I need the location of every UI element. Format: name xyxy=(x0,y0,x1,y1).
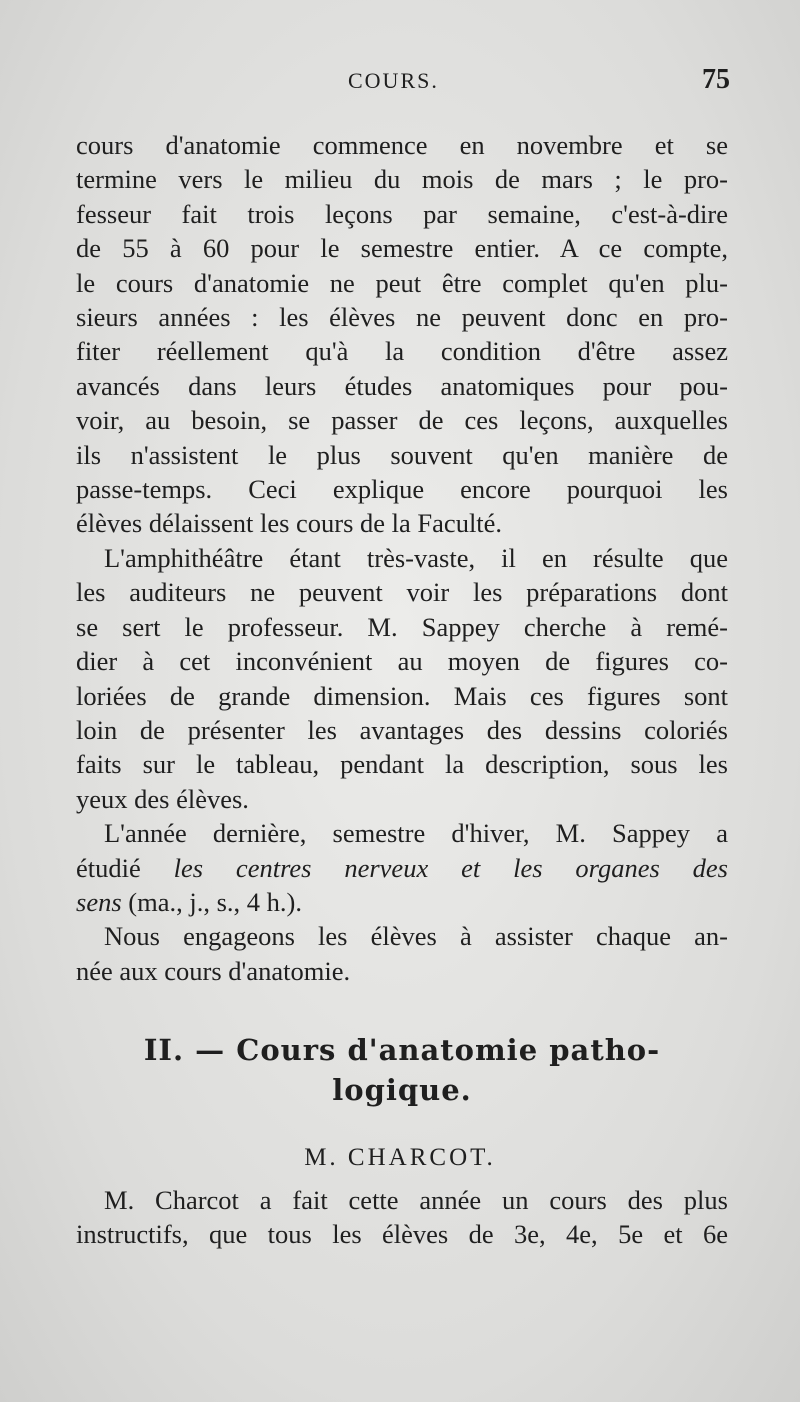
text-line: le cours d'anatomie ne peut être complet qu'en plu- xyxy=(76,267,728,298)
text-line: se sert le professeur. M. Sappey cherche à remé- xyxy=(76,611,728,642)
text-line: L'amphithéâtre étant très-vaste, il en résulte que xyxy=(104,542,728,573)
italic-text: sens xyxy=(76,886,122,917)
text-line: yeux des élèves. xyxy=(76,783,249,814)
italic-text: les centres nerveux et les organes des xyxy=(173,852,728,883)
text-line xyxy=(76,885,728,919)
roman-text: étudié xyxy=(76,852,174,883)
paragraph-1 xyxy=(76,128,728,541)
text-line: instructifs, que tous les élèves de 3e, 4e, 5e et 6e xyxy=(76,1219,728,1250)
section-heading xyxy=(76,1030,728,1110)
text-line: voir, au besoin, se passer de ces leçons, auxquelles xyxy=(76,405,728,436)
text-line: L'année dernière, semestre d'hiver, M. Sappey a xyxy=(104,818,728,849)
running-head: COURS. xyxy=(348,68,439,93)
text-line: les auditeurs ne peuvent voir les préparations dont xyxy=(76,577,728,608)
page-number: 75 xyxy=(702,64,730,95)
text-line: sieurs années : les élèves ne peuvent donc en pro- xyxy=(76,302,728,333)
text-line: de 55 à 60 pour le semestre entier. A ce compte, xyxy=(76,233,728,264)
roman-text: (ma., j., s., 4 h.). xyxy=(121,886,302,917)
text-line: loriées de grande dimension. Mais ces figures sont xyxy=(76,680,728,711)
closing-paragraph xyxy=(76,1183,728,1252)
text-line: loin de présenter les avantages des dessins coloriés xyxy=(76,714,728,745)
text-line: fesseur fait trois leçons par semaine, c'est-à-dire xyxy=(76,198,728,229)
text-line: passe-temps. Ceci explique encore pourquoi les xyxy=(76,474,728,505)
paragraph-5 xyxy=(76,1183,728,1252)
text-line: M. Charcot a fait cette année un cours des plus xyxy=(104,1185,728,1215)
text-line: dier à cet inconvénient au moyen de figures co- xyxy=(76,646,728,677)
lecturer-name: M. CHARCOT. xyxy=(304,1144,496,1171)
text-line: faits sur le tableau, pendant la description, sous les xyxy=(76,749,728,780)
text-line xyxy=(76,851,728,885)
paragraph-2 xyxy=(76,541,728,816)
body-text xyxy=(76,128,728,988)
text-line: ils n'assistent le plus souvent qu'en manière de xyxy=(76,439,728,470)
paragraph-4 xyxy=(76,919,728,988)
text-line: avancés dans leurs études anatomiques pour pou- xyxy=(76,370,728,401)
text-line: élèves délaissent les cours de la Faculté. xyxy=(76,508,503,539)
text-line: termine vers le milieu du mois de mars ; le pro- xyxy=(76,164,728,195)
text-line: cours d'anatomie commence en novembre et se xyxy=(76,130,728,160)
section-heading-line: II. — Cours d'anatomie patho- xyxy=(143,1033,661,1067)
section-heading-line: logique. xyxy=(332,1073,472,1107)
page-header xyxy=(0,62,800,102)
text-line: Nous engageons les élèves à assister chaque an- xyxy=(104,921,728,952)
text-line: née aux cours d'anatomie. xyxy=(76,955,351,986)
text-line: fiter réellement qu'à la condition d'être assez xyxy=(76,336,728,367)
paragraph-3 xyxy=(76,816,728,919)
